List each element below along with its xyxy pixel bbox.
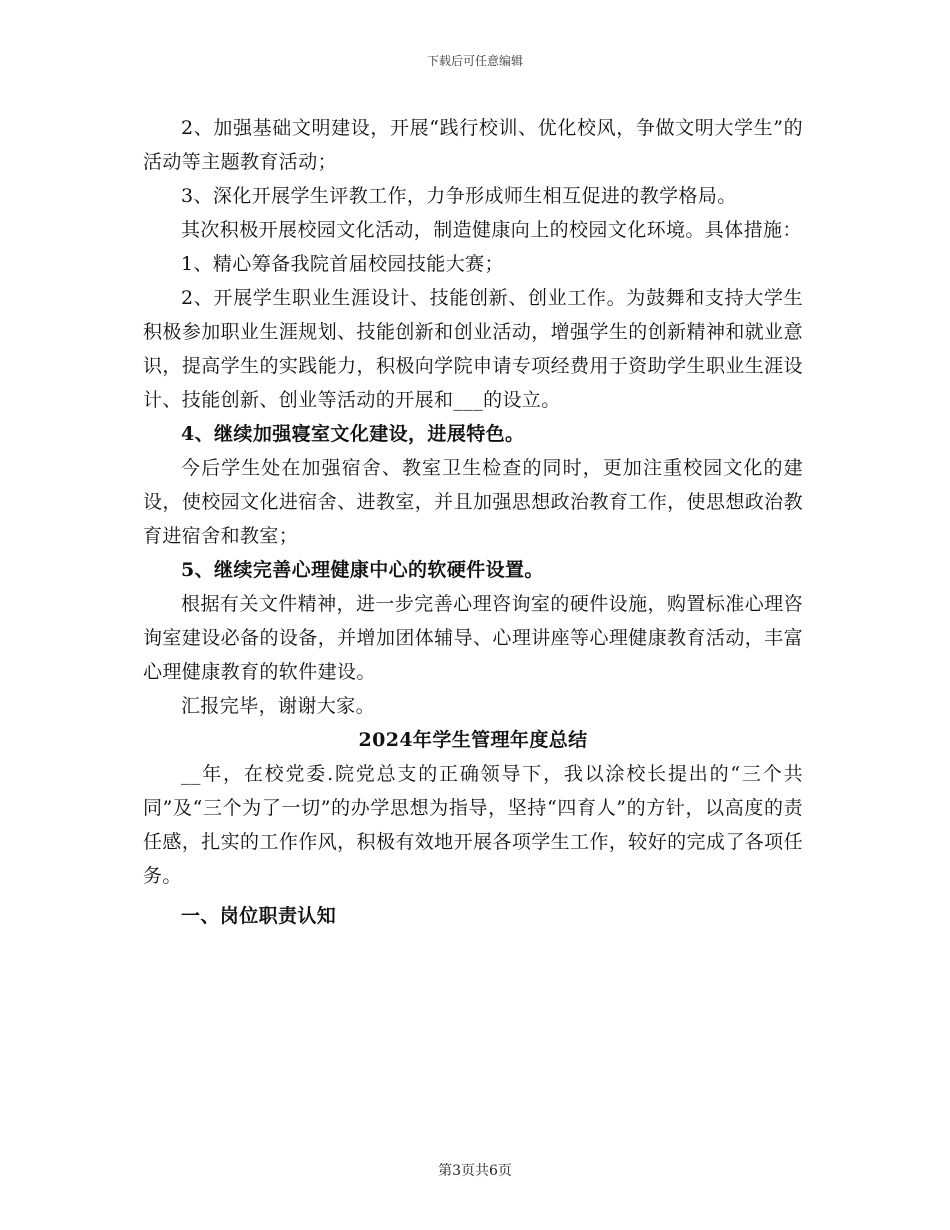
paragraph: 2、加强基础文明建设，开展“践行校训、优化校风，争做文明大学生”的活动等主题教育活动； — [143, 117, 803, 173]
page-header: 下载后可任意编辑 — [426, 54, 523, 68]
document-title: 2024年学生管理年度总结 — [358, 729, 588, 751]
paragraph: 根据有关文件精神，进一步完善心理咨询室的硬件设施，购置标准心理咨询室建设必备的设备，并增加团体辅导、心理讲座等心理健康教育活动，丰富心理健康教育的软件建设。 — [143, 593, 803, 683]
section-heading: 4、继续加强寝室文化建设，进展特色。 — [181, 423, 525, 445]
section-heading: 一、岗位职责认知 — [181, 905, 337, 927]
paragraph: 2、开展学生职业生涯设计、技能创新、创业工作。为鼓舞和支持大学生积极参加职业生涯规划、技能创新和创业活动，增强学生的创新精神和就业意识，提高学生的实践能力，积极向学院申请专项经费用于资助学生职业生涯设计、技能创新、创业等活动的开展和___的设立。 — [143, 287, 803, 411]
page-footer: 第3页共6页 — [438, 1163, 512, 1179]
paragraph: 其次积极开展校园文化活动，制造健康向上的校园文化环境。具体措施： — [181, 219, 802, 241]
paragraph: 汇报完毕，谢谢大家。 — [181, 695, 376, 717]
paragraph: 1、精心筹备我院首届校园技能大赛； — [181, 253, 504, 275]
section-heading: 5、继续完善心理健康中心的软硬件设置。 — [181, 559, 544, 581]
document-body — [143, 111, 803, 933]
paragraph: __年，在校党委.院党总支的正确领导下，我以涂校长提出的“三个共同”及“三个为了一切”的办学思想为指导，坚持“四育人”的方针，以高度的责任感，扎实的工作作风，积极有效地开展各项学生工作，较好的完成了各项任务。 — [143, 763, 803, 887]
paragraph: 今后学生处在加强宿舍、教室卫生检查的同时，更加注重校园文化的建设，使校园文化进宿舍、进教室，并且加强思想政治教育工作，使思想政治教育进宿舍和教室； — [143, 457, 803, 547]
paragraph: 3、深化开展学生评教工作，力争形成师生相互促进的教学格局。 — [181, 185, 737, 207]
